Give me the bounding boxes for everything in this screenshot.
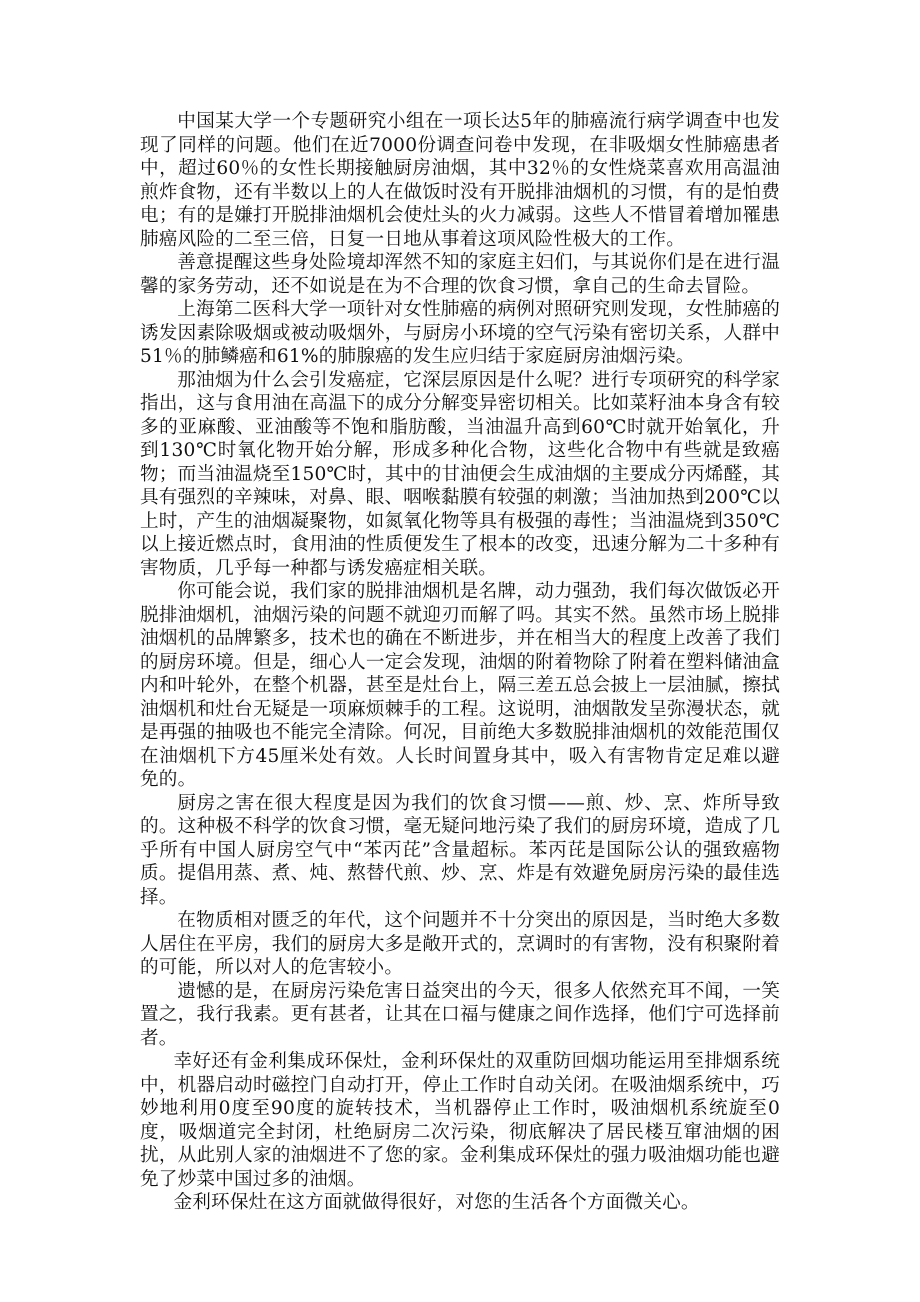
- paragraph-oil-temperature: 那油烟为什么会引发癌症，它深层原因是什么呢？进行专项研究的科学家指出，这与食用油在高温下的成分分解变异密切相关。比如菜籽油本身含有较多的亚麻酸、亚油酸等不饱和脂肪酸，当油温升高到60℃时就开始氧化，升到130℃时氧化物开始分解，形成多种化合物，这些化合物中有些就是致癌物；而当油温烧至150℃时，其中的甘油便会生成油烟的主要成分丙烯醛，其具有强烈的辛辣味，对鼻、眼、咽喉黏膜有较强的刺激；当油加热到200℃以上时，产生的油烟凝聚物，如氮氧化物等具有极强的毒性；当油温烧到350℃以上接近燃点时，食用油的性质便发生了根本的改变，迅速分解为二十多种有害物质，几乎每一种都与诱发癌症相关联。: [140, 369, 780, 579]
- paragraph-range-hood: 你可能会说，我们家的脱排油烟机是名牌，动力强劲，我们每次做饭必开脱排油烟机，油烟污染的问题不就迎刃而解了吗。其实不然。虽然市场上脱排油烟机的品牌繁多，技术也的确在不断进步，并在相当大的程度上改善了我们的厨房环境。但是，细心人一定会发现，油烟的附着物除了附着在塑料储油盒内和叶轮外，在整个机器，甚至是灶台上，隔三差五总会披上一层油腻，擦拭油烟机和灶台无疑是一项麻烦棘手的工程。这说明，油烟散发呈弥漫状态，就是再强的抽吸也不能完全清除。何况，目前绝大多数脱排油烟机的效能范围仅在油烟机下方45厘米处有效。人长时间置身其中，吸入有害物肯定足难以避免的。: [140, 581, 780, 790]
- paragraph-cooking-habits: 厨房之害在很大程度是因为我们的饮食习惯——煎、炒、烹、炸所导致的。这种极不科学的饮食习惯，毫无疑问地污染了我们的厨房环境，造成了几乎所有中国人厨房空气中“苯丙芘”含量超标。苯丙芘是国际公认的强致癌物质。提倡用蒸、煮、炖、熬替代煎、炒、烹、炸是有效避免厨房污染的最佳选择。: [140, 792, 780, 908]
- paragraph-regret: 遗憾的是，在厨房污染危害日益突出的今天，很多人依然充耳不闻，一笑置之，我行我素。更有甚者，让其在口福与健康之间作选择，他们宁可选择前者。: [140, 980, 780, 1049]
- paragraph-shanghai-study: 上海第二医科大学一项针对女性肺癌的病例对照研究则发现，女性肺癌的诱发因素除吸烟或被动吸烟外，与厨房小环境的空气污染有密切关系，人群中51％的肺鳞癌和61%的肺腺癌的发生应归结于家庭厨房油烟污染。: [140, 299, 780, 367]
- document-body: [140, 110, 780, 1215]
- paragraph-reminder: 善意提醒这些身处险境却浑然不知的家庭主妇们，与其说你们是在进行温馨的家务劳动，还不如说是在为不合理的饮食习惯，拿自己的生命去冒险。: [140, 252, 780, 297]
- paragraph-jinli-stove: 幸好还有金利集成环保灶，金利环保灶的双重防回烟功能运用至排烟系统中，机器启动时磁控门自动打开，停止工作时自动关闭。在吸油烟系统中，巧妙地利用0度至90度的旋转技术，当机器停止工作时，吸油烟机系统旋至0度，吸烟道完全封闭，杜绝厨房二次污染，彻底解决了居民楼互窜油烟的困扰，从此别人家的油烟进不了您的家。金利集成环保灶的强力吸油烟功能也避免了炒菜中国过多的油烟。: [140, 1051, 780, 1190]
- paragraph-past-era: 在物质相对匮乏的年代，这个问题并不十分突出的原因是，当时绝大多数人居住在平房，我们的厨房大多是敞开式的，烹调时的有害物，没有积聚附着的可能，所以对人的危害较小。: [140, 910, 780, 978]
- paragraph-closing: 金利环保灶在这方面就做得很好，对您的生活各个方面微关心。: [173, 1192, 700, 1213]
- paragraph-lung-cancer-survey: 中国某大学一个专题研究小组在一项长达5年的肺癌流行病学调查中也发现了同样的问题。他们在近7000份调查问卷中发现，在非吸烟女性肺癌患者中，超过60％的女性长期接触厨房油烟，其中32％的女性烧菜喜欢用高温油煎炸食物，还有半数以上的人在做饭时没有开脱排油烟机的习惯，有的是怕费电；有的是嫌打开脱排油烟机会使灶头的火力减弱。这些人不惜冒着增加罹患肺癌风险的二至三倍，日复一日地从事着这项风险性极大的工作。: [140, 111, 780, 250]
